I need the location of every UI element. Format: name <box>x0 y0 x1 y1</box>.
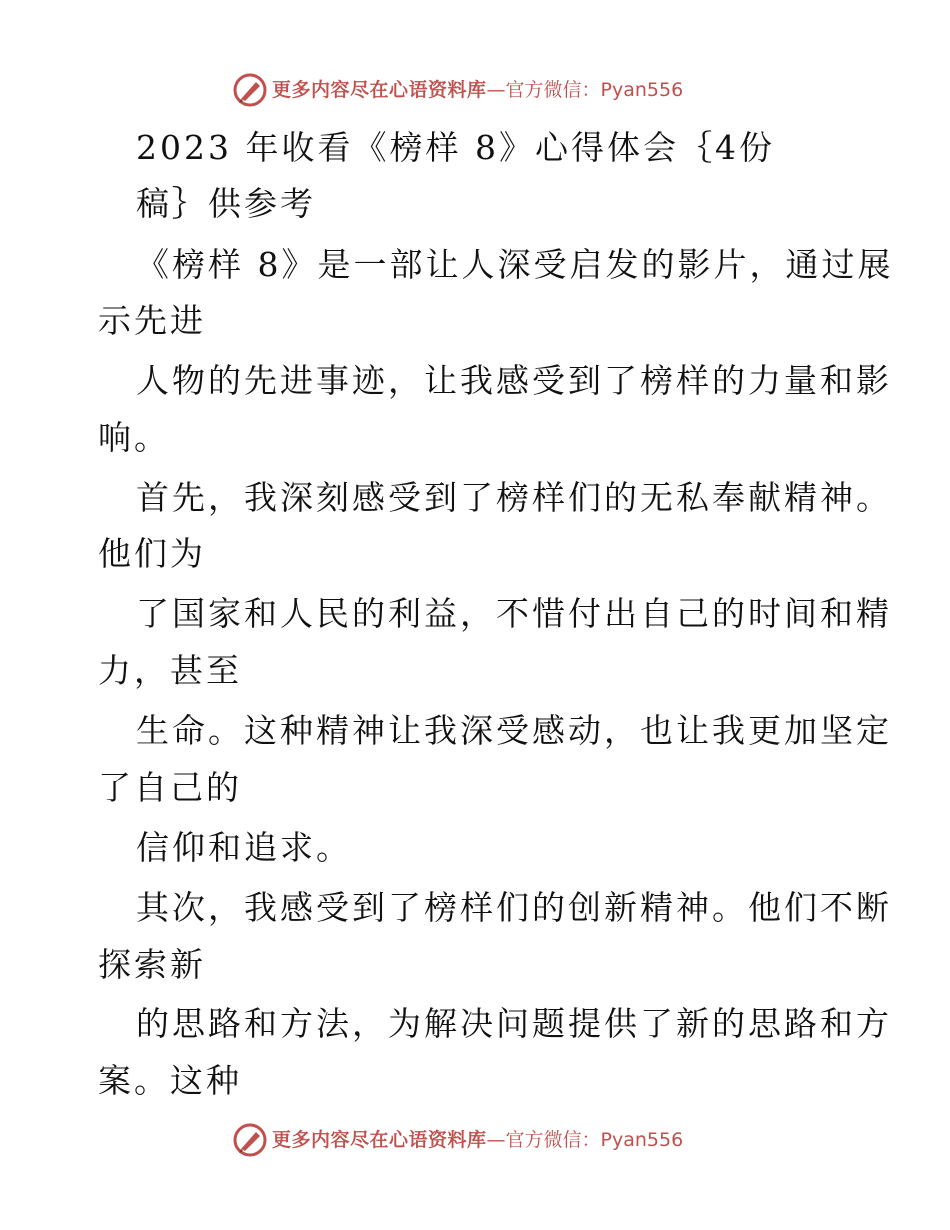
paragraph-line: 了自己的 <box>98 768 242 807</box>
paragraph-line: 力，甚至 <box>98 651 242 690</box>
paragraph-line: 首先，我深刻感受到了榜样们的无私奉献精神。 <box>136 478 892 517</box>
paragraph-line: 人物的先进事迹，让我感受到了榜样的力量和影 <box>136 361 892 400</box>
banner-dash: — <box>486 79 506 101</box>
paragraph-line: 探索新 <box>98 945 206 984</box>
paragraph-line: 案。这种 <box>98 1061 242 1100</box>
document-title-line-2: 稿｝供参考 <box>136 184 316 223</box>
banner-dash: — <box>486 1129 506 1151</box>
paragraph-line: 响。 <box>98 418 170 457</box>
pen-logo-icon <box>232 1122 268 1158</box>
banner-wechat-text: 官方微信：Pyan556 <box>505 1129 684 1151</box>
footer-banner <box>0 1120 950 1160</box>
paragraph-line: 示先进 <box>98 301 206 340</box>
paragraph-line: 生命。这种精神让我深受感动，也让我更加坚定 <box>136 711 892 750</box>
pen-logo-icon <box>232 72 268 108</box>
paragraph-line: 其次，我感受到了榜样们的创新精神。他们不断 <box>136 888 892 927</box>
banner-text <box>272 1128 683 1152</box>
banner-site-text: 更多内容尽在心语资料库 <box>272 1129 487 1151</box>
banner-wechat-text: 官方微信：Pyan556 <box>505 79 684 101</box>
banner-site-text: 更多内容尽在心语资料库 <box>272 79 487 101</box>
paragraph-line: 了国家和人民的利益，不惜付出自己的时间和精 <box>136 594 892 633</box>
paragraph-line: 他们为 <box>98 534 206 573</box>
paragraph-line: 《榜样 8》是一部让人深受启发的影片，通过展 <box>136 245 894 284</box>
banner-text <box>272 78 683 102</box>
document-title-line-1: 2023 年收看《榜样 8》心得体会｛4份 <box>136 128 775 167</box>
header-banner <box>0 70 950 110</box>
paragraph-line: 信仰和追求。 <box>136 828 352 867</box>
paragraph-line: 的思路和方法，为解决问题提供了新的思路和方 <box>136 1004 892 1043</box>
